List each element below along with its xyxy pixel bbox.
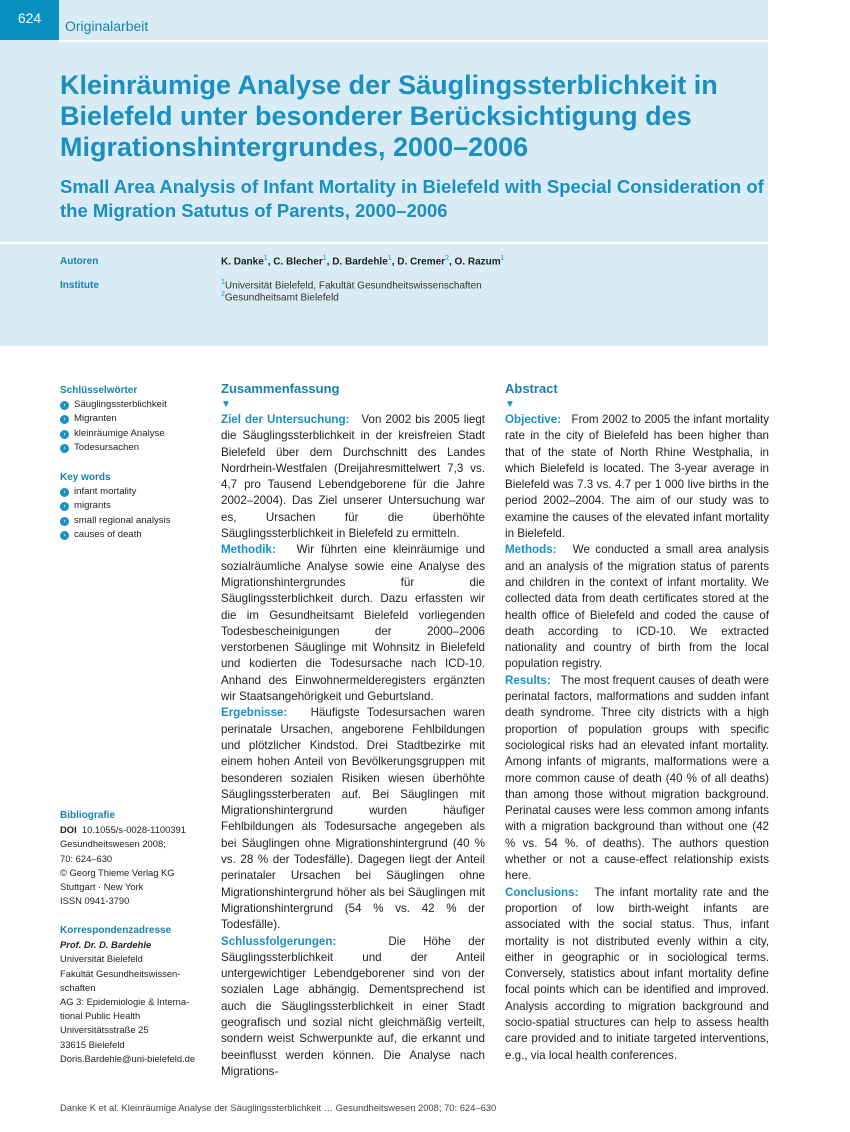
institutes-label: Institute — [60, 280, 99, 291]
abstract-paragraph — [505, 542, 769, 672]
keyword-item: › infant mortality — [60, 485, 210, 499]
author-name: C. Blecher — [273, 256, 323, 268]
institute-item — [221, 291, 339, 303]
authors-label: Autoren — [60, 256, 99, 267]
abstract-paragraph — [505, 412, 769, 542]
bib-line: © Georg Thieme Verlag KG — [60, 866, 175, 878]
paragraph-label: Objective: — [505, 413, 562, 426]
bullet-arrow-icon: › — [60, 531, 69, 540]
keyword-item: › kleinräumige Analyse — [60, 427, 210, 441]
bullet-arrow-icon: › — [60, 430, 69, 439]
institute-item — [221, 279, 482, 291]
author-affiliation: 1 — [322, 255, 327, 262]
email-link[interactable]: Doris.Bardehle@uni-bielefeld.de — [60, 1052, 196, 1064]
doi-line — [60, 823, 210, 837]
abstract-paragraph — [221, 412, 485, 542]
meta-divider — [0, 242, 768, 244]
bib-line: Stuttgart · New York — [60, 881, 144, 893]
abstract-english — [505, 380, 769, 1064]
paragraph-text: The infant mortality rate and the proportion of low birth-weight infants are associated with the social status. Thus, infant mortality is not distributed evenly within a city, either in geographic or in sociological terms. Conversely, statistics about infant mortality define focal points which can be identified and improved. Analysis according to migration background and socio-spatial structures can help to assess health care provided and to initiate targeted interventions, e.g., via local health conferences. — [505, 885, 769, 1062]
abstract-english-heading: Abstract — [505, 381, 558, 396]
header-divider — [59, 40, 768, 42]
abstract-paragraph — [221, 705, 485, 933]
bullet-arrow-icon: › — [60, 415, 69, 424]
paragraph-label: Results: — [505, 673, 551, 687]
bib-line: Gesundheitswesen 2008; — [60, 838, 166, 850]
keyword-item: › small regional analysis — [60, 514, 210, 528]
bullet-arrow-icon: › — [60, 401, 69, 410]
bullet-arrow-icon: › — [60, 502, 69, 511]
author-affiliation: 1 — [500, 255, 505, 262]
abstract-german-heading: Zusammenfassung — [221, 381, 340, 396]
paragraph-label: Conclusions: — [505, 885, 579, 899]
institute-number: 1 — [221, 279, 225, 286]
address-line: tional Public Health — [60, 1010, 141, 1022]
keyword-item: › Säuglingssterblichkeit — [60, 398, 210, 412]
paragraph-label: Ziel der Untersuchung: — [221, 413, 350, 426]
abstract-paragraph — [221, 542, 485, 705]
author-affiliation: 1 — [387, 255, 392, 262]
paragraph-text: Die Höhe der Säuglingssterblichkeit und der Anteil untergewichtiger Lebendgeborener sind von der sozialen Lage abhängig. Dementsprechend ist auch die Säuglingssterblichkeit in einer Stadt geografisch und sozial nicht gleichmäßig verteilt, sondern weist Schwerpunkte auf, die erkannt und beeinflusst werden können. Die Analyse nach Migrations- — [221, 934, 485, 1078]
paragraph-label: Methods: — [505, 543, 557, 557]
paragraph-text: From 2002 to 2005 the infant mortality rate in the city of Bielefeld has been higher than that of the state of North Rhine Westphalia, in which Bielefeld is located. The 3-year average in Bielefeld was 7.3 vs. 4.7 per 1 000 live births in the period 2002–2004. The aim of our study was to examine the causes of the elevated infant mortality in Bielefeld. — [505, 413, 769, 541]
sidebar-keywords — [60, 384, 210, 542]
institute-name: Universität Bielefeld, Fakultät Gesundheitswissenschaften — [224, 280, 482, 292]
keyword-item: › Todesursachen — [60, 441, 210, 455]
triangle-down-icon: ▼ — [221, 399, 231, 410]
doi-link[interactable]: 10.1055/s-0028-1100391 — [81, 824, 186, 836]
author-name: O. Razum — [454, 256, 501, 268]
institute-number: 2 — [221, 291, 225, 298]
keywords-de-list — [60, 398, 210, 455]
section-tag: Originalarbeit — [65, 18, 149, 34]
title-english: Small Area Analysis of Infant Mortality in Bielefeld with Special Consideration of the Migration Satutus of Parents, 2000–2006 — [60, 176, 764, 221]
address-line: Universitätsstraße 25 — [60, 1024, 149, 1036]
author-list: K. Danke$^1$, C. Blecher$^1$, D. Bardehle$^1$, D. Cremer$^2$, O. Razum$^1$ — [221, 255, 505, 268]
paragraph-text: We conducted a small area analysis and an analysis of the migration status of parents and children in the context of infant mortality. We collected data from death certificates stored at the health office of Bielefeld and coded the cause of death according to ICD-10. We extracted nationality and country of birth from the local population registry. — [505, 543, 769, 671]
title-german: Kleinräumige Analyse der Säuglingssterblichkeit in Bielefeld unter besonderer Berücksichtigung des Migrationshintergrundes, 2000–2006 — [60, 70, 718, 162]
abstract-paragraph — [221, 934, 485, 1081]
paragraph-text: Von 2002 bis 2005 liegt die Säuglingssterblichkeit in der kreisfreien Stadt Bielefeld über dem Durchschnitt des Landes Nordrhein-Westfalen (Dreijahresmittelwert 7,3 vs. 4,7 pro Tausend Lebendgeborene für die Jahre 2002–2004). Das Ziel unserer Untersuchung war es, Ursachen für die überhöhte Säuglingssterblichkeit in Bielefeld zu ermitteln. — [221, 413, 486, 541]
address-line: Universität Bielefeld — [60, 953, 143, 965]
paragraph-text: Wir führten eine kleinräumige und sozialräumliche Analyse sowie eine Analyse des Migrationshintergrundes für die Säuglingssterblichkeit durch. Dazu erfassten wir die im Gesundheitsamt Bielefeld vorliegenden Todesbescheinigungen der 2000–2006 verstorbenen Säuglinge mit Wohnsitz in Bielefeld und kodierten die Todesursache nach ICD-10. Anhand des Einwohnermelderegisters ergänzten wir Staatsangehörigkeit und Geburtsland. — [221, 543, 485, 704]
author-name: K. Danke — [221, 256, 264, 268]
address-line: Fakultät Gesundheitswissen- — [60, 967, 181, 979]
page-number-box — [0, 0, 59, 40]
bullet-arrow-icon: › — [60, 517, 69, 526]
correspondence-name: Prof. Dr. D. Bardehle — [60, 939, 152, 951]
keywords-en-list — [60, 485, 210, 542]
paragraph-text: The most frequent causes of death were perinatal factors, malformations and sudden infant death syndrome. Three city districts with a high proportion of population groups with specific sociological risks had an elevated infant mortality. Among infants of migrants, malformations were a more common cause of death (40 % of all deaths) than among those without migration background. Perinatal causes were less common among infants with a migration background than without one (42 % vs. 54 %. of deaths). The authors question whether or not a cause-effect relationship exists here. — [505, 673, 769, 883]
correspondence-heading: Korrespondenzadresse — [60, 925, 172, 936]
author-name: D. Bardehle — [332, 256, 388, 268]
address-line: AG 3: Epidemiologie & Interna- — [60, 996, 190, 1008]
abstract-paragraph — [505, 885, 769, 1064]
page-number: 624 — [17, 10, 42, 26]
institute-name: Gesundheitsamt Bielefeld — [224, 292, 339, 304]
keywords-en-heading: Key words — [60, 472, 111, 484]
paragraph-text: Häufigste Todesursachen waren perinatale Ursachen, angeborene Fehlbildungen und plötzlicher Kindstod. Drei Stadtbezirke mit einem hohen Anteil von Bevölkerungsgruppen mit besonderen sozialen Risiken wiesen überhöhte Säuglingssterberaten auf. Bei Säuglingen mit Migrationshintergrund wurden häufiger Fehlbildungen als Todesursache angegeben als bei Säuglingen ohne Migrationshintergrund (40 % vs. 28 % der Todesfälle). Dagegen liegt der Anteil perinataler Ursachen bei Säuglingen ohne Migrationshintergrund höher als bei Säuglingen mit Migrationshintergrund (54 % vs. 42 % der Todesfälle). — [221, 706, 485, 932]
bullet-arrow-icon: › — [60, 488, 69, 497]
page-footer: Danke K et al. Kleinräumige Analyse der Säuglingssterblichkeit … Gesundheitswesen 2008; 70: 624–630 — [60, 1102, 497, 1113]
correspondence-block — [60, 924, 210, 1066]
address-line: 33615 Bielefeld — [60, 1038, 125, 1050]
abstract-paragraph — [505, 673, 769, 885]
address-line: schaften — [60, 981, 96, 993]
author-name: D. Cremer — [397, 256, 446, 268]
bibliography-heading: Bibliografie — [60, 810, 116, 821]
doi-label: DOI — [60, 824, 77, 836]
bibliography-block — [60, 809, 210, 908]
keyword-item: › causes of death — [60, 528, 210, 542]
abstract-german — [221, 380, 485, 1080]
paragraph-label: Schlussfolgerungen: — [221, 934, 337, 948]
bib-line: ISSN 0941-3790 — [60, 895, 130, 907]
paragraph-label: Ergebnisse: — [221, 706, 288, 720]
keyword-item: › Migranten — [60, 412, 210, 426]
triangle-down-icon: ▼ — [505, 399, 515, 410]
header-band — [0, 0, 768, 346]
bib-line: 70: 624–630 — [60, 852, 113, 864]
keyword-item: › migrants — [60, 499, 210, 513]
keywords-de-heading: Schlüsselwörter — [60, 385, 138, 396]
bullet-arrow-icon: › — [60, 444, 69, 453]
author-affiliation: 2 — [445, 255, 449, 262]
author-affiliation: 1 — [263, 255, 268, 262]
paragraph-label: Methodik: — [221, 543, 276, 557]
